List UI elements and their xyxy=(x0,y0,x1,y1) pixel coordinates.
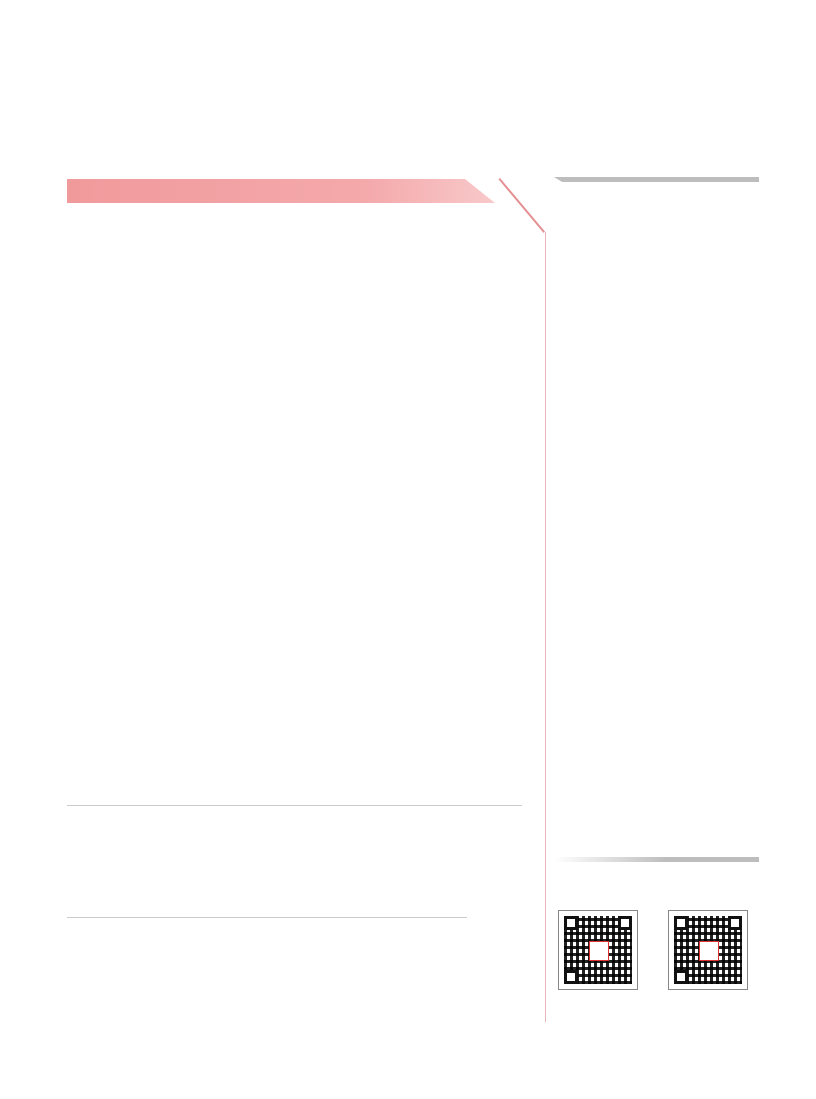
misc-bottom-rule xyxy=(67,917,467,918)
misc-top-rule xyxy=(67,805,522,806)
header-diagonal-line xyxy=(498,178,545,233)
qr-code-icon xyxy=(668,910,748,990)
qr-logo-text xyxy=(589,941,609,961)
stations-top-bar xyxy=(554,177,759,182)
stations-bottom-bar xyxy=(554,857,759,862)
qr-logo-text xyxy=(699,941,719,961)
qr-code-icon xyxy=(558,910,638,990)
qr-wechat[interactable] xyxy=(558,910,638,990)
header-band xyxy=(67,179,495,203)
column-divider xyxy=(545,232,546,1022)
qr-classroom[interactable] xyxy=(668,910,748,990)
